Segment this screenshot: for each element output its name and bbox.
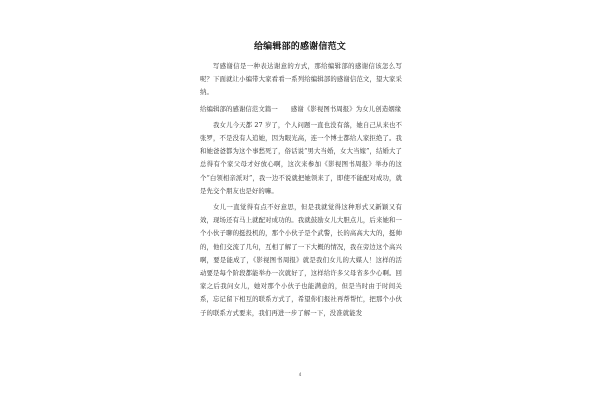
intro-paragraph: 写感谢信是一种表达谢意的方式，那给编辑部的感谢信该怎么写呢？下面就让小编带大家看看一系列给编辑部的感谢信范文，望大家采纳。 [200,62,402,97]
page-number: 4 [298,372,302,377]
document-body [200,60,402,323]
body-paragraph: 女儿一直觉得有点不好意思，但是我就觉得这种形式又新颖又有效，现场还有马上就配对成功的。我就鼓励女儿大胆点儿，后来她和一个小伙子聊的挺投机的，那个小伙子是个武警，长的高高大大的，挺帅的，他们交流了几句，互相了解了一下大概的情况，我在旁边这个高兴啊，要是能成了，《影视图书周报》就是我们女儿的大媒人！这样的活动要是每个阶段都能举办一次就好了，这样给许多父母省多少心啊。回家之后我问女儿，她对那个小伙子也能满意的，但是当时由于时间关系，忘记留下相互的联系方式了，希望你们报社再帮帮忙，把那个小伙子的联系方式要来，我们再进一步了解一下，没准就能发 [200,203,402,317]
document-title: 给编辑部的感谢信范文 [253,42,346,52]
body-paragraph: 我女儿今天都 27 岁了，个人问题一直也没有落，她自己从来也不张罗，不是没有人追她，因为眼光高，连一个博士都给人家拒绝了。我和她爸爸都为这个事愁死了，俗话说“男大当婚，女大当嫁”，结婚大了总得有个家父母才好放心啊，这次来参加《影视图书周报》举办的这个“白领相亲派对”，我一边不说就把她领来了，即使不能配对成功，就是先交个朋友也是好的嘛。 [200,120,402,195]
section-heading-paragraph: 给编辑部的感谢信范文篇一 感谢《影视图书周报》为女儿创造姻缘 [200,104,402,113]
